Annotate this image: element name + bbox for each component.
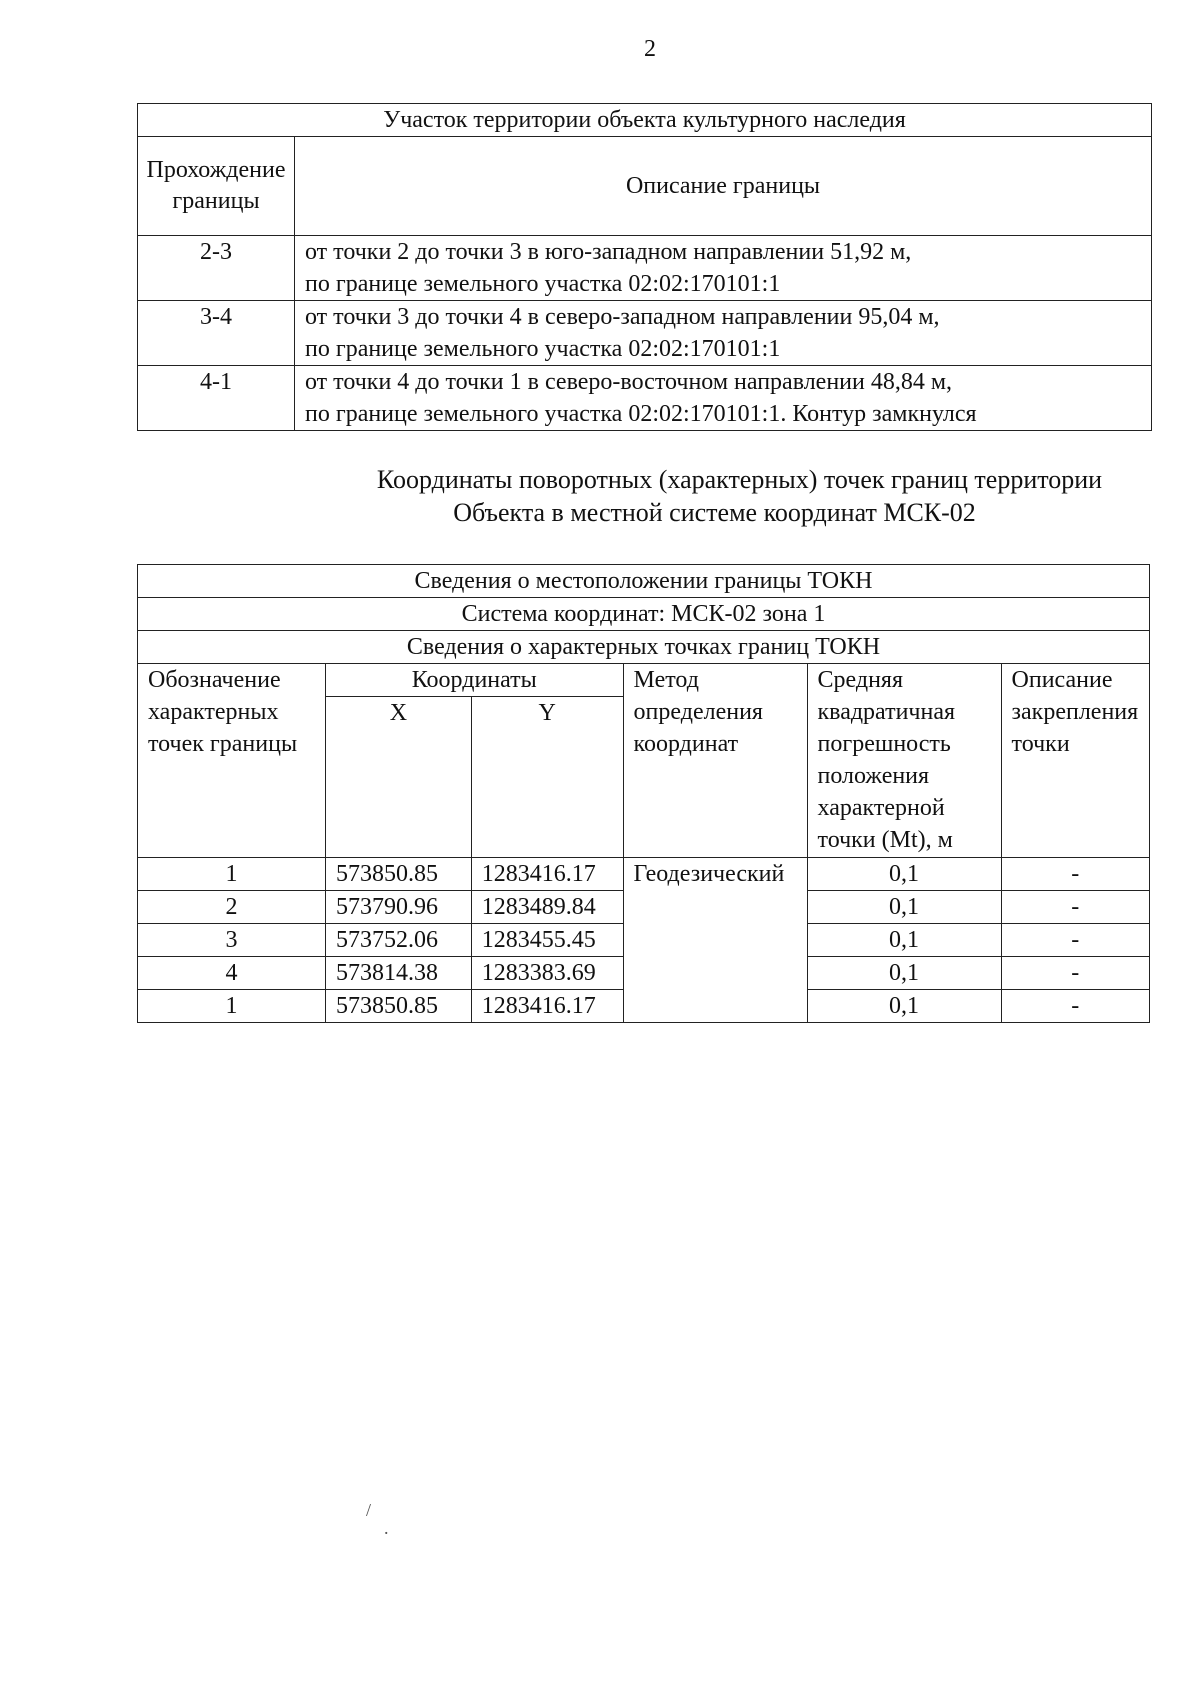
description-cell: [295, 366, 1152, 431]
x-cell: 573790.96: [325, 891, 471, 924]
boundary-table-title: Участок территории объекта культурного наследия: [138, 104, 1152, 137]
table-row: [138, 236, 1152, 301]
segment-cell: 3-4: [138, 301, 295, 366]
fixing-cell: -: [1001, 957, 1149, 990]
designation-header: Обозначение характерных точек границы: [138, 664, 326, 858]
error-cell: 0,1: [807, 957, 1001, 990]
x-cell: 573752.06: [325, 924, 471, 957]
y-cell: 1283416.17: [471, 858, 623, 891]
coordinate-system-row: Система координат: МСК-02 зона 1: [138, 598, 1150, 631]
error-cell: 0,1: [807, 990, 1001, 1023]
table-row: [138, 301, 1152, 366]
description-line: по границе земельного участка 02:02:170101:1: [305, 336, 781, 362]
error-header: Средняя квадратичная погрешность положения характерной точки (Mt), м: [807, 664, 1001, 858]
fixing-cell: -: [1001, 924, 1149, 957]
characteristic-points-table: [137, 564, 1150, 1023]
description-line: от точки 3 до точки 4 в северо-западном направлении 95,04 м,: [305, 304, 940, 330]
coordinates-heading-line2: Объекта в местной системе координат МСК-02: [453, 498, 976, 527]
x-header: X: [325, 697, 471, 858]
fixing-header: Описание закрепления точки: [1001, 664, 1149, 858]
x-cell: 573850.85: [325, 858, 471, 891]
point-cell: 2: [138, 891, 326, 924]
description-column-header: Описание границы: [295, 137, 1152, 236]
table-row: [138, 366, 1152, 431]
scan-artifact-dot: .: [384, 1518, 389, 1538]
coordinates-heading-line1: Координаты поворотных (характерных) точек границ территории: [376, 465, 1103, 494]
description-cell: [295, 301, 1152, 366]
description-line: по границе земельного участка 02:02:170101:1. Контур замкнулся: [305, 401, 977, 427]
table-row: [138, 858, 1150, 891]
point-cell: 1: [138, 990, 326, 1023]
y-cell: 1283383.69: [471, 957, 623, 990]
scan-artifact-mark: /: [366, 1500, 372, 1520]
segment-column-header: Прохождение границы: [138, 137, 295, 236]
fixing-cell: -: [1001, 858, 1149, 891]
y-cell: 1283455.45: [471, 924, 623, 957]
method-header: Метод определения координат: [623, 664, 807, 858]
fixing-cell: -: [1001, 990, 1149, 1023]
description-cell: [295, 236, 1152, 301]
fixing-cell: -: [1001, 891, 1149, 924]
boundary-description-table: [137, 103, 1152, 431]
page-number: 2: [644, 36, 656, 62]
coordinates-heading: [137, 463, 1152, 529]
x-cell: 573850.85: [325, 990, 471, 1023]
point-cell: 3: [138, 924, 326, 957]
method-cell: Геодезический: [623, 858, 807, 1023]
x-cell: 573814.38: [325, 957, 471, 990]
point-cell: 4: [138, 957, 326, 990]
coordinates-header: Координаты: [325, 664, 623, 697]
description-line: от точки 2 до точки 3 в юго-западном направлении 51,92 м,: [305, 239, 912, 265]
error-cell: 0,1: [807, 891, 1001, 924]
description-line: по границе земельного участка 02:02:170101:1: [305, 271, 781, 297]
point-cell: 1: [138, 858, 326, 891]
y-cell: 1283489.84: [471, 891, 623, 924]
points-table-title: Сведения о местоположении границы ТОКН: [138, 565, 1150, 598]
points-info-row: Сведения о характерных точках границ ТОКН: [138, 631, 1150, 664]
y-cell: 1283416.17: [471, 990, 623, 1023]
description-line: от точки 4 до точки 1 в северо-восточном направлении 48,84 м,: [305, 369, 953, 395]
segment-cell: 2-3: [138, 236, 295, 301]
y-header: Y: [471, 697, 623, 858]
error-cell: 0,1: [807, 924, 1001, 957]
error-cell: 0,1: [807, 858, 1001, 891]
segment-cell: 4-1: [138, 366, 295, 431]
